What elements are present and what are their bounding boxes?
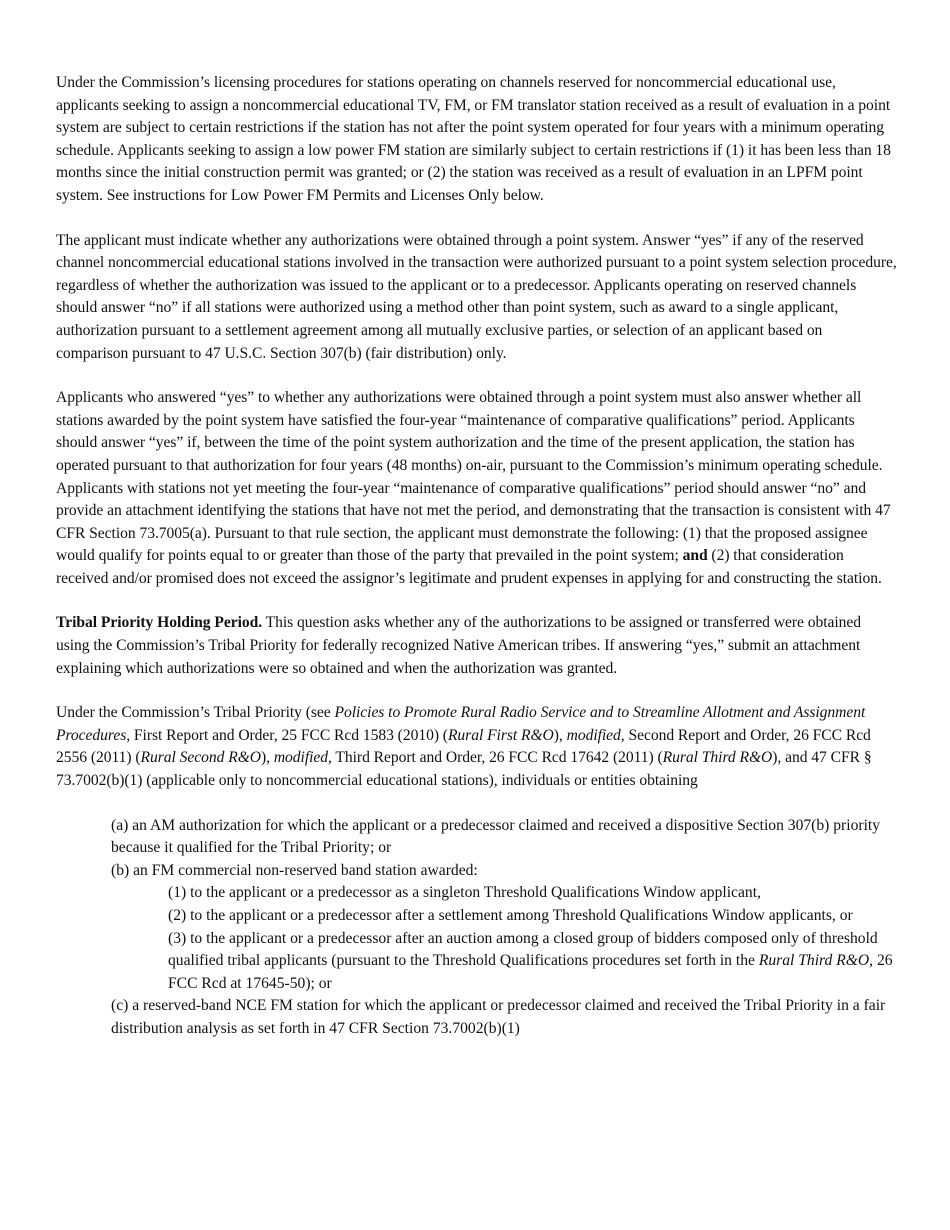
section-heading-tribal-priority: Tribal Priority Holding Period. [56, 614, 263, 632]
tribal-priority-list [56, 815, 898, 1041]
citation-italic: Rural Third R&O [662, 749, 773, 767]
maintenance-bold-and: and [682, 547, 708, 565]
citation-text: Under the Commission’s Tribal Priority (see [56, 704, 335, 722]
tribal-holding-text: This question asks whether any of the authorizations to be assigned or transferred were obtained using the Commission’s Tribal Priority for federally recognized Native American tribes. If answering “yes,” submit an attachment explaining which authorizations were so obtained and when the authorization was granted. [56, 614, 862, 677]
list-item-b3 [168, 928, 898, 996]
paragraph-maintenance-period [56, 387, 898, 590]
list-item-b: (b) an FM commercial non-reserved band station awarded: [111, 861, 478, 879]
citation-text: ), [261, 749, 274, 767]
list-item-b3-italic: Rural Third R&O [758, 952, 870, 970]
paragraph-licensing-procedures: Under the Commission’s licensing procedures for stations operating on channels reserved for noncommercial educational use, applicants seeking to assign a noncommercial educational TV, FM, or FM translator station received as a result of evaluation in a point system are subject to certain restrictions if the station has not after the point system operated for four years with a minimum operating schedule. Applicants seeking to assign a low power FM station are similarly subject to certain restrictions if (1) it has been less than 18 months since the initial construction permit was granted; or (2) the station was received as a result of evaluation in an LPFM point system. See instructions for Low Power FM Permits and Licenses Only below. [56, 74, 891, 204]
paragraph-tribal-holding-period [56, 612, 898, 680]
citation-text: ), and 47 CFR § 73.7002(b)(1) (applicable only to noncommercial educational stations), individuals or entities obtaining [56, 749, 872, 790]
maintenance-text-a: Applicants who answered “yes” to whether any authorizations were obtained through a point system must also answer whether all stations awarded by the point system have satisfied the four-year “maintenance of comparative qualifications” period. Applicants should answer “yes” if, between the time of the point system authorization and the time of the present application, the station has operated pursuant to that authorization for four years (48 months) on-air, pursuant to the Commission’s minimum operating schedule. Applicants with stations not yet meeting the four-year “maintenance of comparative qualifications” period should answer “no” and provide an attachment identifying the stations that have not met the period, and demonstrating that the transaction is consistent with 47 CFR Section 73.7005(a). Pursuant to that rule section, the applicant must demonstrate the following: (1) that the proposed assignee would qualify for points equal to or greater than those of the party that prevailed in the point system; [56, 389, 891, 565]
maintenance-text-b: (2) that consideration received and/or promised does not exceed the assignor’s legitimate and prudent expenses in applying for and constructing the station. [56, 547, 882, 587]
citation-text: First Report and Order, 25 FCC Rcd 1583 (2010) ( [130, 726, 448, 744]
paragraph-point-system: The applicant must indicate whether any authorizations were obtained through a point system. Answer “yes” if any of the reserved channel noncommercial educational stations involved in the transaction were authorized pursuant to a point system selection procedure, regardless of whether the authorization was issued to the applicant or to a predecessor. Applicants operating on reserved channels should answer “no” if all stations were authorized using a method other than point system, such as award to a single applicant, authorization pursuant to a settlement agreement among all mutually exclusive parties, or selection of an applicant based on comparison pursuant to 47 U.S.C. Section 307(b) (fair distribution) only. [56, 231, 897, 362]
paragraph-tribal-priority-citations [56, 702, 898, 792]
list-item-c: (c) a reserved-band NCE FM station for which the applicant or predecessor claimed and received the Tribal Priority in a fair distribution analysis as set forth in 47 CFR Section 73.7002(b)(1) [111, 997, 886, 1037]
list-item-a: (a) an AM authorization for which the applicant or a predecessor claimed and received a dispositive Section 307(b) priority because it qualified for the Tribal Priority; or [111, 816, 881, 857]
list-item-b2: (2) to the applicant or a predecessor after a settlement among Threshold Qualifications Window applicants, or [168, 907, 853, 924]
citation-italic: Rural Second R&O [140, 749, 261, 767]
citation-text: , Second Report and Order, 26 FCC Rcd 2556 (2011) ( [56, 726, 871, 767]
list-item-b3-text: (3) to the applicant or a predecessor after an auction among a closed group of bidders composed only of threshold qualified tribal applicants (pursuant to the Threshold Qualifications procedures set forth in the [168, 929, 878, 970]
citation-italic: Policies to Promote Rural Radio Service and to Streamline Allotment and Assignment Procedures, [56, 704, 866, 744]
citation-italic: Rural First R&O [447, 726, 554, 744]
citation-text: , Third Report and Order, 26 FCC Rcd 17642 (2011) ( [328, 749, 663, 767]
document-page [56, 72, 898, 1041]
citation-text: ), [553, 726, 567, 744]
citation-italic: modified [566, 726, 621, 744]
list-item-b3-text: , 26 FCC Rcd at 17645-50); or [168, 952, 893, 992]
citation-italic: modified [273, 749, 329, 767]
list-item-b1: (1) to the applicant or a predecessor as a singleton Threshold Qualifications Window applicant, [168, 884, 761, 902]
